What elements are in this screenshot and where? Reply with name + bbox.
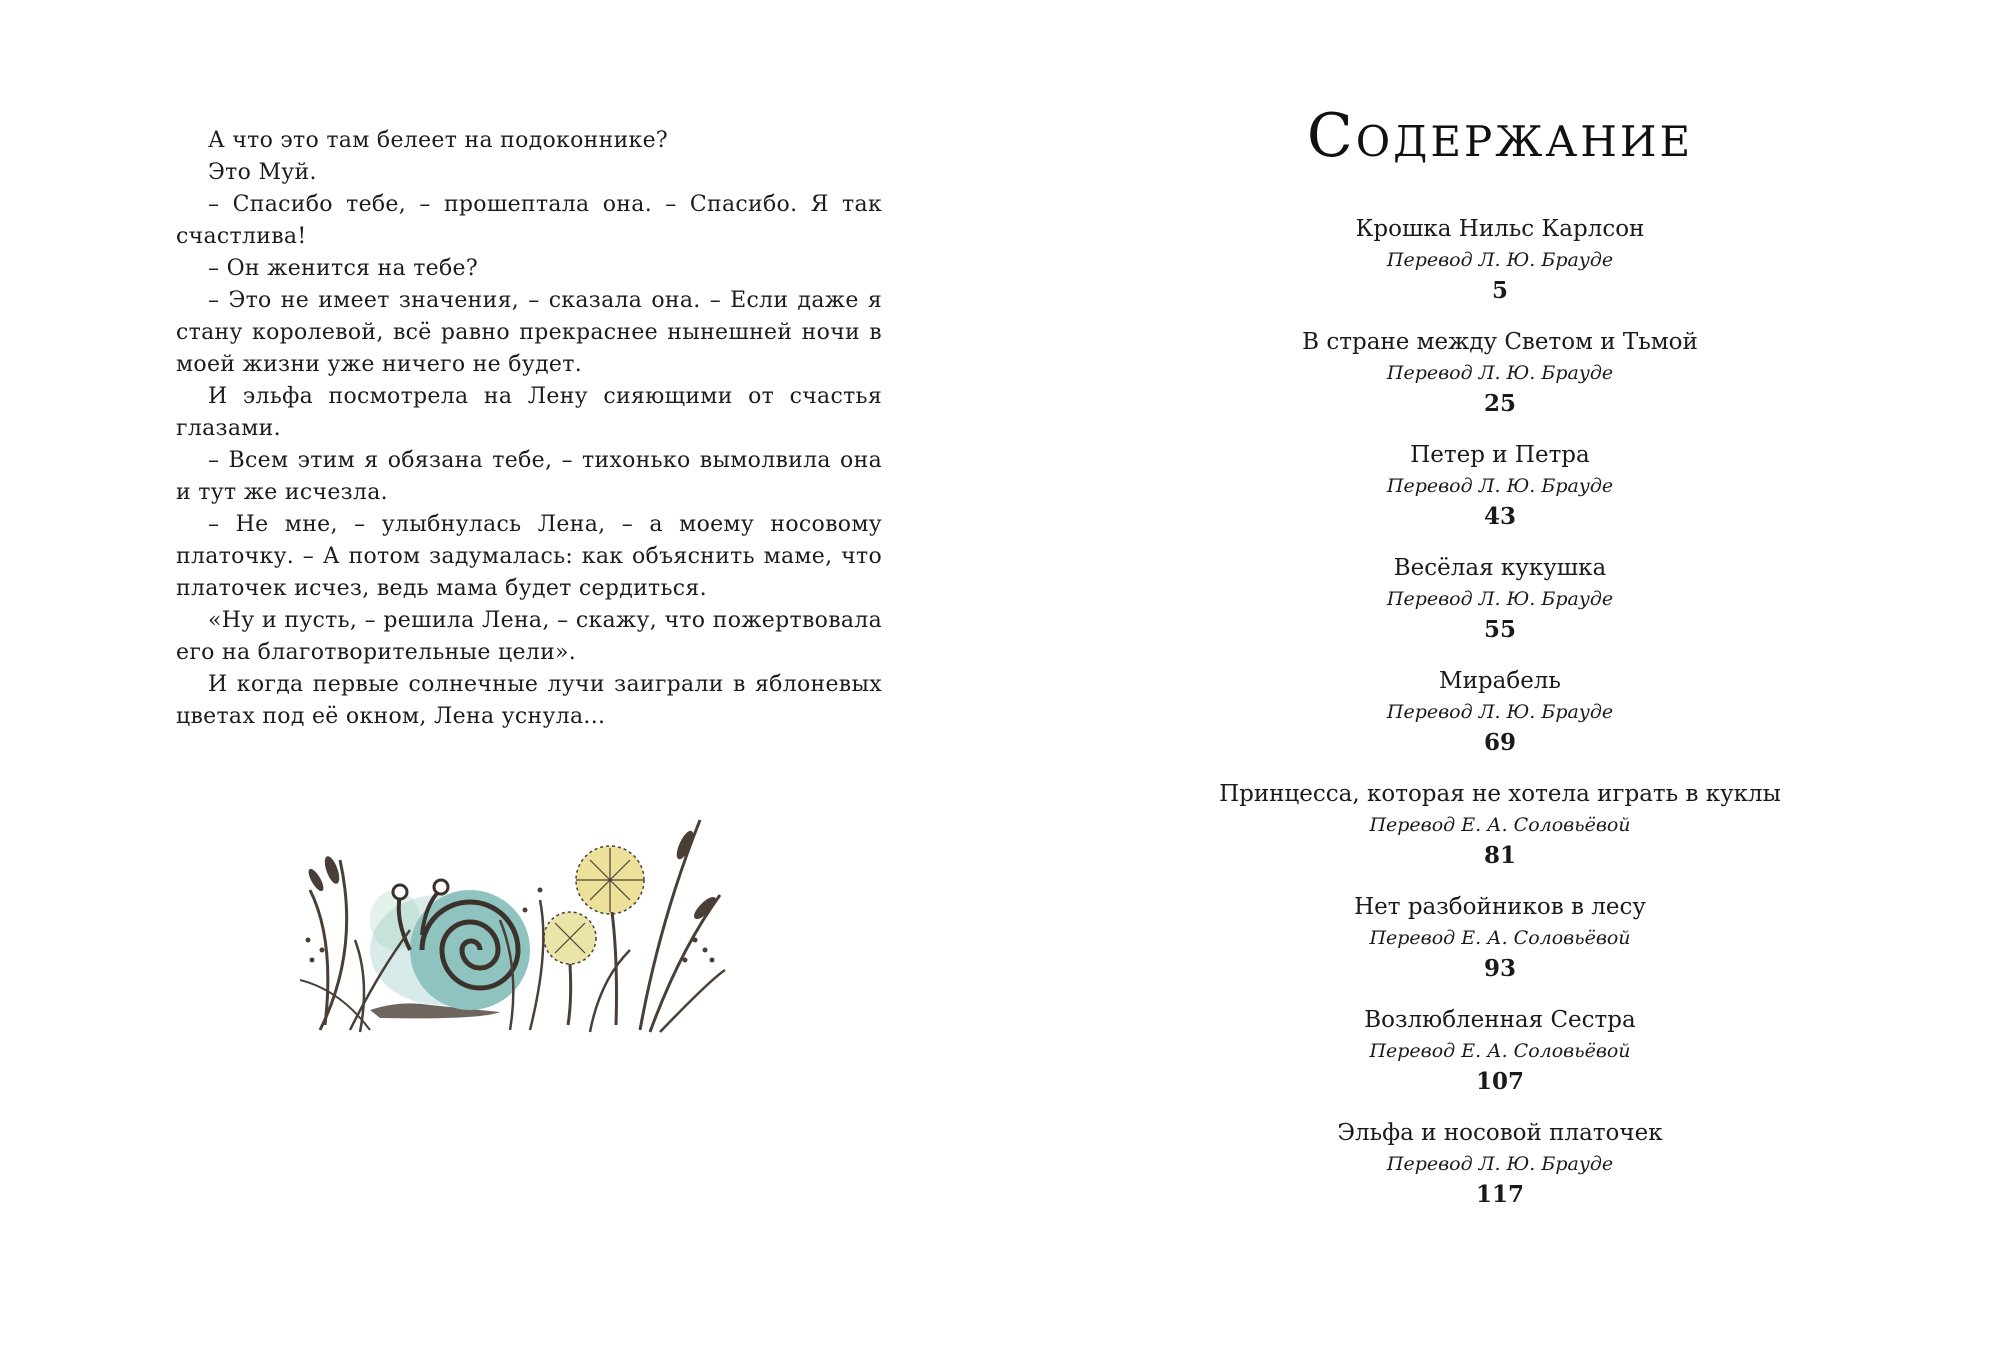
toc-entry-page: 25 (1483, 390, 1516, 417)
toc-entry-translator: Перевод Л. Ю. Брауде (1386, 475, 1614, 497)
toc-entry-translator: Перевод Е. А. Соловьёвой (1369, 1040, 1631, 1062)
toc-entry-translator: Перевод Е. А. Соловьёвой (1369, 814, 1631, 836)
toc-entry-translator: Перевод Л. Ю. Брауде (1386, 701, 1614, 723)
story-paragraph: – Он женится на тебе? (208, 256, 478, 281)
story-paragraph: – Не мне, – улыбнулась Лена, – а моему носовому платочку. – А потом задумалась: как объяснить маме, что платочек исчез, ведь мама будет сердиться. (176, 512, 882, 601)
toc-entry-page: 55 (1483, 616, 1516, 643)
story-paragraph: И когда первые солнечные лучи заиграли в яблоневых цветах под её окном, Лена уснула... (176, 672, 882, 729)
toc-entry-title: Мирабель (1439, 668, 1561, 694)
toc-entry-title: Крошка Нильс Карлсон (1355, 216, 1645, 242)
toc-entry-title: Эльфа и носовой платочек (1337, 1120, 1663, 1146)
toc-entry-translator: Перевод Л. Ю. Брауде (1386, 249, 1614, 271)
toc-entry-title: Весёлая кукушка (1393, 555, 1607, 581)
toc-entry-translator: Перевод Л. Ю. Брауде (1386, 1153, 1614, 1175)
toc-entry-page: 81 (1483, 842, 1516, 869)
story-paragraph: – Это не имеет значения, – сказала она. – Если даже я стану королевой, всё равно прекраснее нынешней ночи в моей жизни уже ничего не будет. (176, 288, 882, 377)
story-paragraph: «Ну и пусть, – решила Лена, – скажу, что пожертвовала его на благотворительные цели». (176, 608, 882, 665)
toc-entry-title: Нет разбойников в лесу (1354, 894, 1646, 920)
toc-entry[interactable] (1000, 552, 2000, 665)
toc-entry-title: Принцесса, которая не хотела играть в куклы (1219, 781, 1781, 807)
dandelion-flower (544, 912, 596, 1025)
toc-entry-page: 93 (1483, 955, 1516, 982)
story-paragraph: – Спасибо тебе, – прошептала она. – Спасибо. Я так счастлива! (176, 192, 882, 249)
story-paragraph: – Всем этим я обязана тебе, – тихонько вымолвила она и тут же исчезла. (176, 448, 882, 505)
toc-entry-title: В стране между Светом и Тьмой (1302, 329, 1698, 355)
toc-entry-page: 107 (1475, 1068, 1524, 1095)
toc-entry-translator: Перевод Л. Ю. Брауде (1386, 588, 1614, 610)
toc-title: Содержание (1306, 101, 1694, 171)
toc-entry-page: 69 (1483, 729, 1516, 756)
story-text (176, 125, 882, 733)
story-paragraph: А что это там белеет на подоконнике? (208, 128, 668, 153)
toc-entry-title: Возлюбленная Сестра (1364, 1007, 1636, 1033)
right-page (1000, 0, 2000, 1356)
toc-entry[interactable] (1000, 665, 2000, 778)
toc-entry[interactable] (1000, 439, 2000, 552)
table-of-contents (1000, 213, 2000, 1230)
toc-entry[interactable] (1000, 891, 2000, 1004)
toc-entry[interactable] (1000, 1117, 2000, 1230)
toc-entry-page: 117 (1475, 1181, 1524, 1208)
toc-entry-translator: Перевод Е. А. Соловьёвой (1369, 927, 1631, 949)
story-paragraph: Это Муй. (208, 160, 317, 185)
toc-entry-title: Петер и Петра (1410, 442, 1590, 468)
toc-entry[interactable] (1000, 1004, 2000, 1117)
toc-entry-translator: Перевод Л. Ю. Брауде (1386, 362, 1614, 384)
toc-entry[interactable] (1000, 326, 2000, 439)
toc-entry[interactable] (1000, 213, 2000, 326)
toc-entry[interactable] (1000, 778, 2000, 891)
snail-in-grass-illustration (300, 800, 730, 1040)
story-paragraph: И эльфа посмотрела на Лену сияющими от счастья глазами. (176, 384, 882, 441)
toc-entry-page: 5 (1491, 277, 1508, 304)
toc-entry-page: 43 (1483, 503, 1516, 530)
